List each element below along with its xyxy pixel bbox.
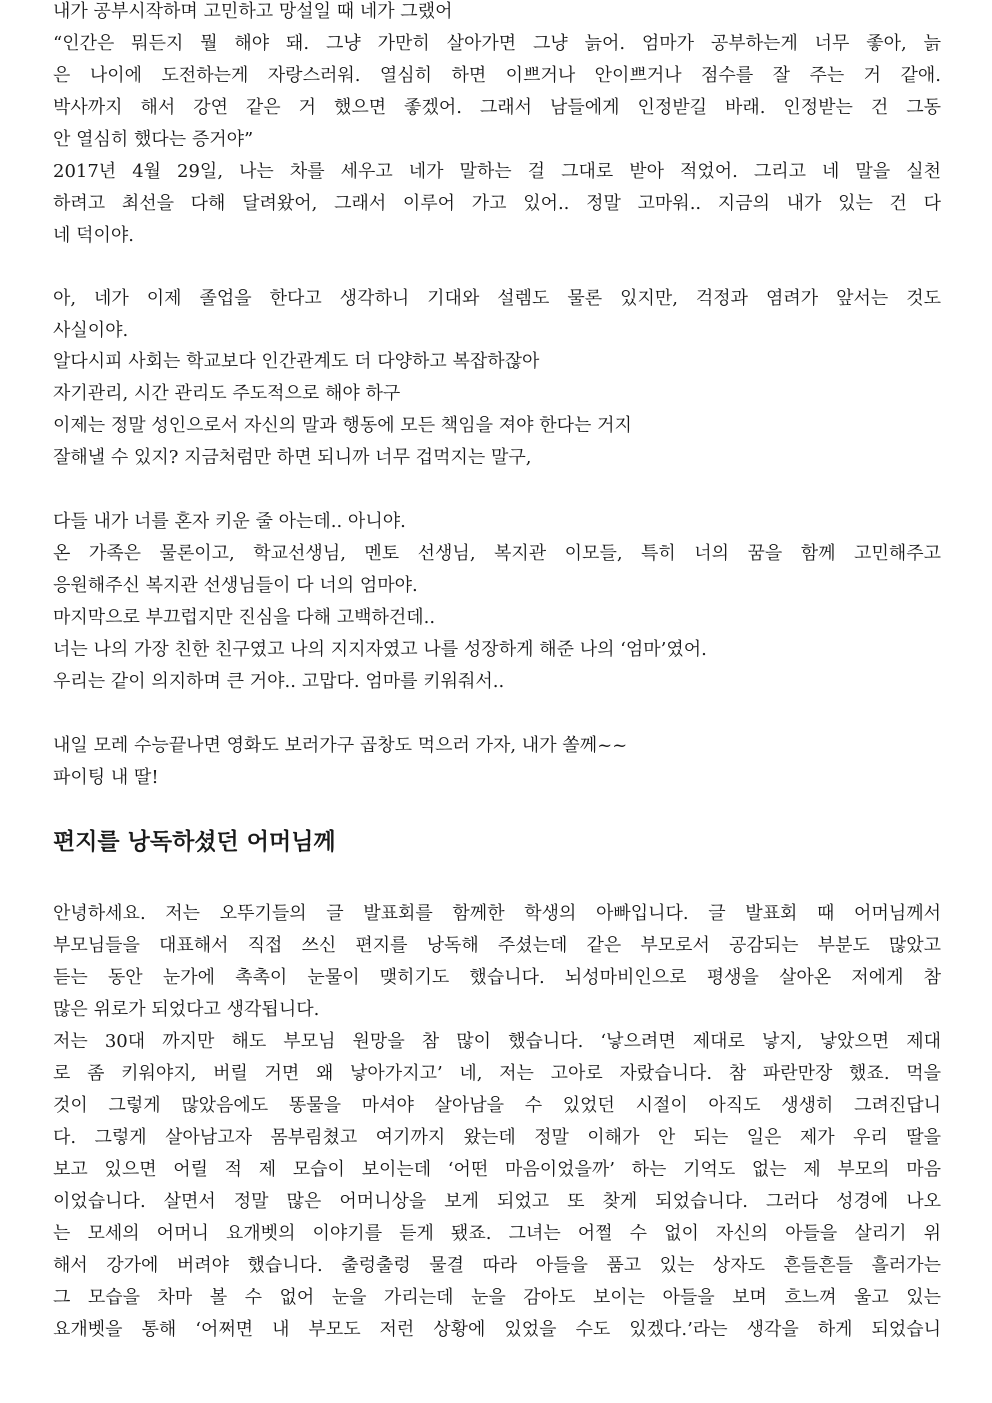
- section-line: 로 좀 키워야지, 버릴 거면 왜 낳아가지고’ 네, 저는 고아로 자랐습니다. 참 파란만장 했죠. 먹을: [53, 1063, 941, 1084]
- section-line: 저는 30대 까지만 해도 부모님 원망을 참 많이 했습니다. ‘낳으려면 제대로 낳지, 낳았으면 제대: [53, 1031, 941, 1052]
- letter-line: 온 가족은 물론이고, 학교선생님, 멘토 선생님, 복지관 이모들, 특히 너의 꿈을 함께 고민해주고: [53, 543, 941, 564]
- section-line: 그 모습을 차마 볼 수 없어 눈을 가리는데 눈을 감아도 보이는 아들을 보며 흐느껴 울고 있는: [53, 1287, 941, 1308]
- letter-line: 네 덕이야.: [53, 225, 134, 246]
- letter-line: 다들 내가 너를 혼자 키운 줄 아는데.. 아니야.: [53, 511, 406, 532]
- section-line: 것이 그렇게 많았음에도 똥물을 마셔야 살아남을 수 있었던 시절이 아직도 생생히 그려진답니: [53, 1095, 941, 1116]
- letter-line: 마지막으로 부끄럽지만 진심을 다해 고백하건데..: [53, 607, 436, 628]
- letter-line: 파이팅 내 딸!: [53, 767, 159, 788]
- letter-line: 박사까지 해서 강연 같은 거 했으면 좋겠어. 그래서 남들에게 인정받길 바래. 인정받는 건 그동: [53, 97, 941, 118]
- letter-line: 사실이야.: [53, 320, 129, 341]
- letter-line: 자기관리, 시간 관리도 주도적으로 해야 하구: [53, 383, 401, 404]
- section-line: 요개벳을 통해 ‘어쩌면 내 부모도 저런 상황에 있었을 수도 있겠다.’라는 생각을 하게 되었습니: [53, 1319, 941, 1340]
- section-line: 많은 위로가 되었다고 생각됩니다.: [53, 999, 320, 1020]
- letter-line: 은 나이에 도전하는게 자랑스러워. 열심히 하면 이쁘거나 안이쁘거나 점수를 잘 주는 거 같애.: [53, 65, 941, 86]
- letter-line: 잘해낼 수 있지? 지금처럼만 하면 되니까 너무 겁먹지는 말구,: [53, 447, 532, 468]
- letter-line: 안 열심히 했다는 증거야”: [53, 129, 254, 150]
- letter-line: 우리는 같이 의지하며 큰 거야.. 고맙다. 엄마를 키워줘서..: [53, 671, 505, 692]
- section-line: 는 모세의 어머니 요개벳의 이야기를 듣게 됐죠. 그녀는 어쩔 수 없이 자신의 아들을 살리기 위: [53, 1223, 941, 1244]
- letter-line: 이제는 정말 성인으로서 자신의 말과 행동에 모든 책임을 져야 한다는 거지: [53, 415, 632, 436]
- letter-line: “인간은 뭐든지 뭘 해야 돼. 그냥 가만히 살아가면 그냥 늙어. 엄마가 공부하는게 너무 좋아, 늙: [53, 33, 941, 54]
- section-line: 보고 있으면 어릴 적 제 모습이 보이는데 ‘어떤 마음이었을까’ 하는 기억도 없는 제 부모의 마음: [53, 1159, 941, 1180]
- letter-line: 2017년 4월 29일, 나는 차를 세우고 네가 말하는 걸 그대로 받아 적었어. 그리고 네 말을 실천: [53, 161, 941, 182]
- section-line: 다. 그렇게 살아남고자 몸부림쳤고 여기까지 왔는데 정말 이해가 안 되는 일은 제가 우리 딸을: [53, 1127, 941, 1148]
- section-line: 안녕하세요. 저는 오뚜기들의 글 발표회를 함께한 학생의 아빠입니다. 글 발표회 때 어머님께서: [53, 903, 941, 924]
- letter-line: 너는 나의 가장 친한 친구였고 나의 지지자였고 나를 성장하게 해준 나의 ‘엄마’였어.: [53, 639, 707, 660]
- section-line: 듣는 동안 눈가에 촉촉이 눈물이 맺히기도 했습니다. 뇌성마비인으로 평생을 살아온 저에게 참: [53, 967, 941, 988]
- letter-line: 알다시피 사회는 학교보다 인간관계도 더 다양하고 복잡하잖아: [53, 351, 540, 372]
- letter-line: 아, 네가 이제 졸업을 한다고 생각하니 기대와 설렘도 물론 있지만, 걱정과 염려가 앞서는 것도: [53, 288, 941, 309]
- section-line: 해서 강가에 버려야 했습니다. 출렁출렁 물결 따라 아들을 품고 있는 상자도 흔들흔들 흘러가는: [53, 1255, 941, 1276]
- letter-line: 하려고 최선을 다해 달려왔어, 그래서 이루어 가고 있어.. 정말 고마워.. 지금의 내가 있는 건 다: [53, 193, 941, 214]
- letter-line: 내가 공부시작하며 고민하고 망설일 때 네가 그랬어: [53, 1, 453, 22]
- section-line: 이었습니다. 살면서 정말 많은 어머니상을 보게 되었고 또 찾게 되었습니다. 그러다 성경에 나오: [53, 1191, 941, 1212]
- section-title: 편지를 낭독하셨던 어머님께: [53, 828, 336, 855]
- letter-line: 응원해주신 복지관 선생님들이 다 너의 엄마야.: [53, 575, 418, 596]
- section-line: 부모님들을 대표해서 직접 쓰신 편지를 낭독해 주셨는데 같은 부모로서 공감되는 부분도 많았고: [53, 935, 941, 956]
- letter-line: 내일 모레 수능끝나면 영화도 보러가구 곱창도 먹으러 가자, 내가 쏠께~~: [53, 735, 628, 756]
